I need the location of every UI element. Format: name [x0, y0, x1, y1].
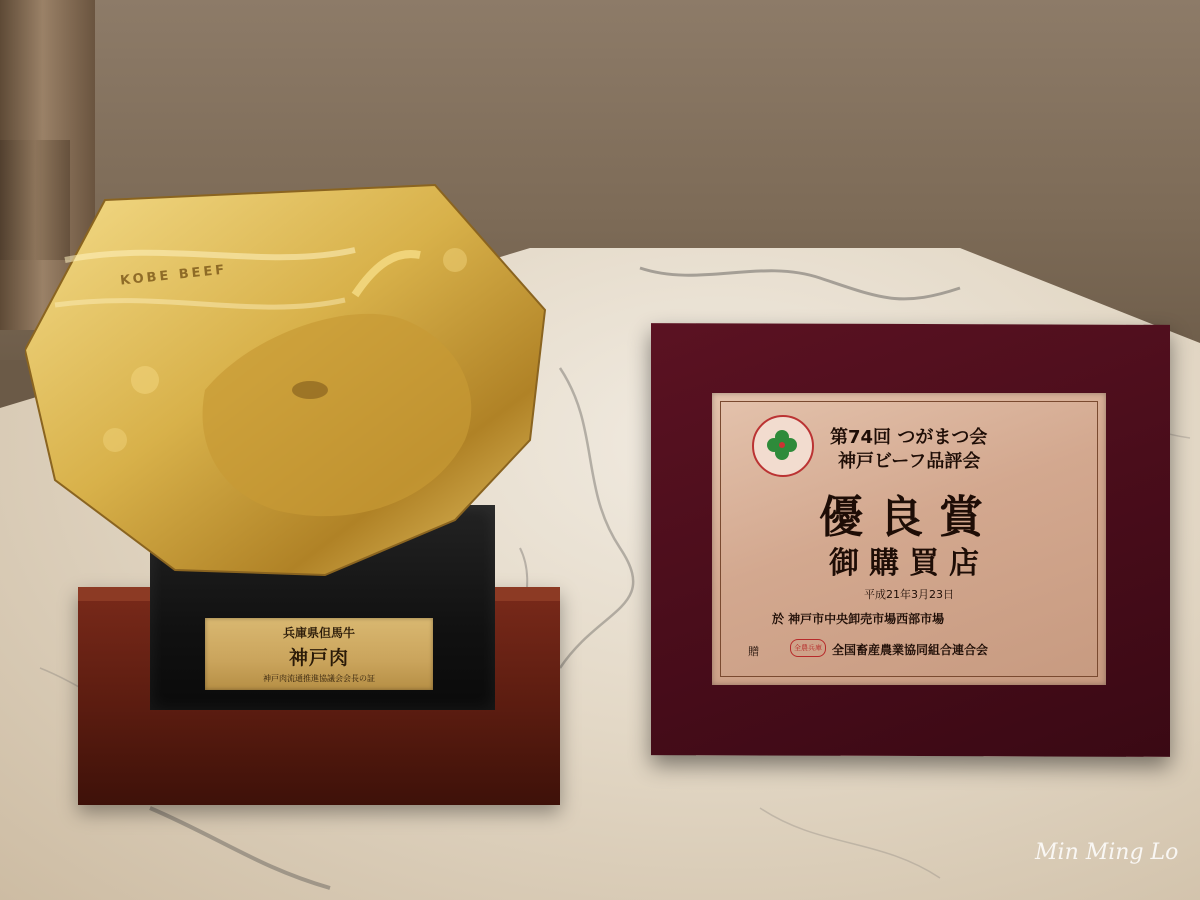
award-copper-plate — [712, 393, 1106, 685]
plate-header-line-2: 神戸ビーフ品評会 — [838, 451, 981, 472]
plate-venue: 於 神戸市中央卸売市場西部市場 — [772, 612, 945, 626]
trophy-embossed-text: KOBE BEEF — [119, 262, 228, 289]
plate-header-line-1: 第74回 つがまつ会 — [830, 427, 988, 448]
gold-bull-sculpture — [25, 180, 555, 580]
clover-logo-icon — [752, 415, 814, 477]
plate-award-title: 優良賞 — [819, 492, 999, 543]
photographer-watermark: Min Ming Lo — [1035, 840, 1179, 865]
nameplate-line-1: 兵庫県但馬牛 — [282, 626, 355, 640]
plate-presenter-prefix: 贈 — [748, 645, 759, 658]
plate-date: 平成21年3月23日 — [864, 588, 954, 601]
nameplate-line-3: 神戸肉流通推進協議会会長の証 — [263, 674, 375, 683]
trophy-nameplate — [205, 618, 433, 690]
plate-red-stamp: 全農兵庫 — [790, 639, 826, 657]
plate-presenter: 全国畜産農業協同組合連合会 — [832, 643, 989, 657]
plate-award-subtitle: 御購買店 — [829, 546, 989, 581]
nameplate-line-2: 神戸肉 — [288, 647, 349, 669]
